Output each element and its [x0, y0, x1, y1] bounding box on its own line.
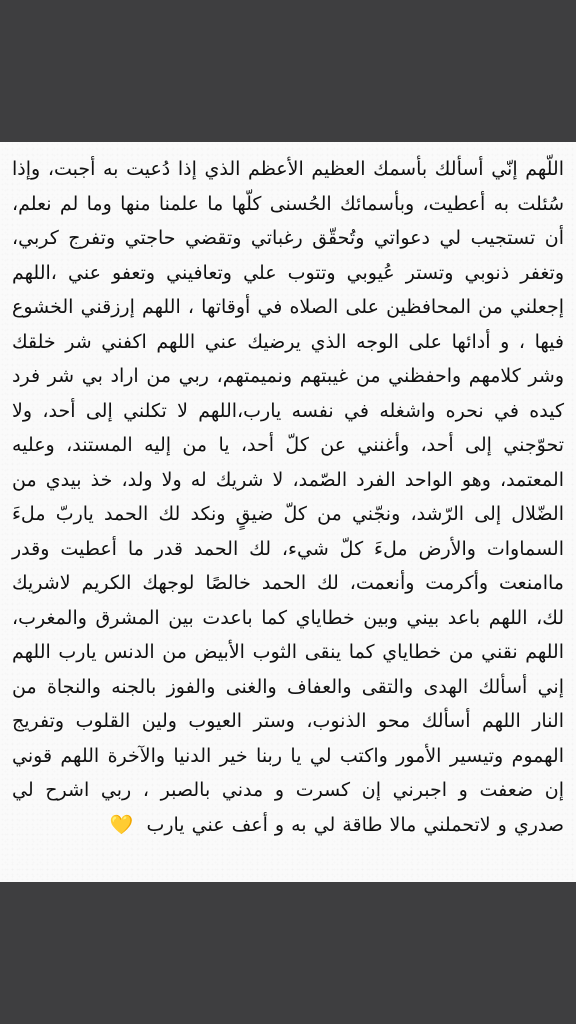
note-card — [0, 142, 576, 882]
top-dark-band — [0, 0, 576, 142]
bottom-dark-band — [0, 882, 576, 1024]
dua-text-body: اللّهم إنّي أسألك بأسمك العظيم الأعظم الذي إذا دُعيت به أجبت، وإذا سُئلت به أعطيت، وبأسمائك الحُسنى كلّها ما علمنا منها وما لم نعلم، أن تستجيب لي دعواتي وتُحقّق رغباتي وتقضي حاجتي وتفرج كربي، وتغفر ذنوبي وتستر عُيوبي وتتوب علي وتعافيني وتعفو عني ،اللهم إجعلني من المحافظين على الصلاه في أوقاتها ، اللهم إرزقني الخشوع فيها ، و أدائها على الوجه الذي يرضيك عني اللهم اكفني شر خلقك وشر كلامهم واحفظني من غيبتهم ونميمتهم، ربي من اراد بي شر فرد كيده في نحره واشغله في نفسه يارب،اللهم لا تكلني إلى أحد، ولا تحوّجني إلى أحد، وأغنني عن كلّ أحد، يا من إليه المستند، وعليه المعتمد، وهو الواحد الفرد الصّمد، لا شريك له ولا ولد، خذ بيدي من الضّلال إلى الرّشد، ونجّني من كلّ ضيقٍ ونكد لك الحمد ياربّ ملءَ السماوات والأرض ملءَ كلّ شيء، لك الحمد قدر ما أعطيت وقدر ماامنعت وأكرمت وأنعمت، لك الحمد خالصًا لوجهك الكريم لاشريك لك، اللهم باعد بيني وبين خطاياي كما باعدت بين المشرق والمغرب، اللهم نقني من خطاياي كما ينقى الثوب الأبيض من الدنس يارب اللهم إني أسألك الهدى والتقى والعفاف والغنى والفوز بالجنه والنجاة من النار اللهم أسألك محو الذنوب، وستر العيوب ولين القلوب وتفريج الهموم وتيسير الأمور واكتب لي يا ربنا خير الدنيا والآخرة اللهم قوني إن ضعفت و اجبرني إن كسرت و مدني بالصبر ، ربي اشرح لي صدري و لاتحملني مالا طاقة لي به و أعف عني يارب — [12, 158, 564, 836]
yellow-heart-icon: 💛 — [109, 813, 134, 836]
dua-text — [12, 152, 564, 842]
